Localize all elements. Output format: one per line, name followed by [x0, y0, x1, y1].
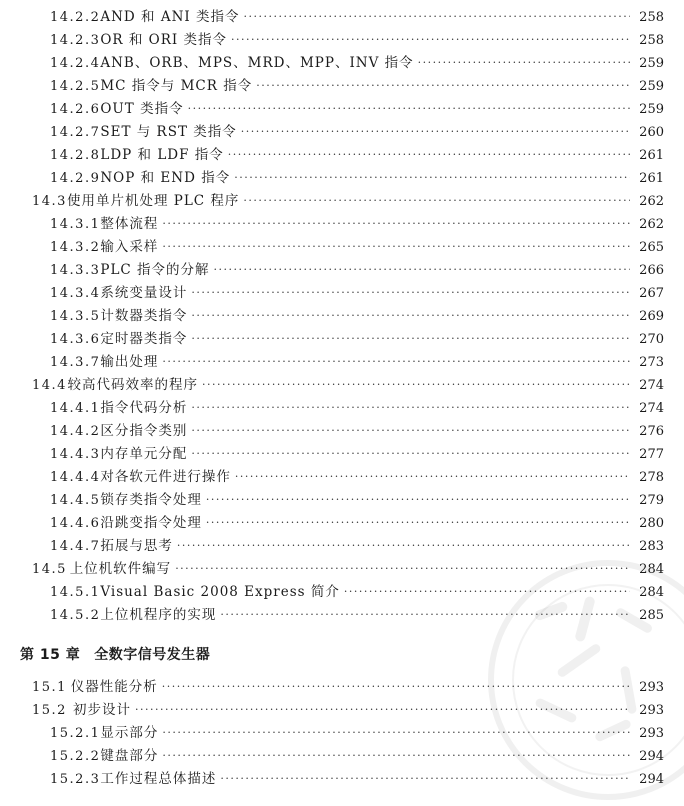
toc-entry[interactable]: [50, 213, 664, 235]
entry-page: 260: [639, 125, 664, 140]
entry-title: LDP 和 LDF 指令: [100, 147, 224, 163]
entry-page: 283: [639, 539, 664, 554]
dot-leader: [162, 236, 630, 258]
toc-entry[interactable]: [50, 167, 664, 189]
entry-title: OUT 类指令: [100, 101, 184, 117]
toc-entry[interactable]: [50, 512, 664, 534]
entry-title: SET 与 RST 类指令: [100, 124, 237, 140]
entry-number: 14.2.2: [50, 10, 101, 25]
entry-number: 14.2.6: [50, 102, 101, 117]
section-number: 14.4: [32, 378, 67, 393]
toc-entry[interactable]: [50, 581, 664, 603]
section-title: 仪器性能分析: [70, 679, 158, 695]
entry-page: 279: [639, 493, 664, 508]
entry-title: PLC 指令的分解: [100, 262, 210, 278]
entry-page: 267: [639, 286, 664, 301]
entry-title: 整体流程: [100, 216, 159, 232]
toc-entry[interactable]: [50, 535, 664, 557]
entry-page: 294: [639, 772, 664, 787]
toc-entry[interactable]: [50, 259, 664, 281]
entry-number: 14.3.5: [50, 309, 101, 324]
dot-leader: [206, 512, 630, 534]
toc-entry[interactable]: [50, 489, 664, 511]
toc-section[interactable]: [32, 676, 664, 698]
entry-number: 14.3.3: [50, 263, 101, 278]
entry-page: 266: [639, 263, 664, 278]
toc-entry[interactable]: [50, 282, 664, 304]
dot-leader: [214, 259, 630, 281]
toc-entry[interactable]: [50, 768, 664, 790]
section-page: 274: [639, 378, 664, 393]
dot-leader: [162, 213, 630, 235]
entry-number: 15.2.2: [50, 749, 101, 764]
dot-leader: [162, 676, 630, 698]
entry-page: 278: [639, 470, 664, 485]
entry-title: MC 指令与 MCR 指令: [100, 78, 253, 94]
dot-leader: [191, 420, 630, 442]
dot-leader: [243, 190, 630, 212]
dot-leader: [244, 6, 630, 28]
dot-leader: [231, 29, 630, 51]
entry-number: 14.5.1: [50, 585, 101, 600]
entry-page: 293: [639, 726, 664, 741]
entry-title: 系统变量设计: [100, 285, 188, 301]
entry-page: 285: [639, 608, 664, 623]
section-page: 262: [639, 194, 664, 209]
entry-number: 14.3.2: [50, 240, 101, 255]
section-page: 293: [639, 703, 664, 718]
dot-leader: [191, 328, 630, 350]
entry-page: 259: [639, 102, 664, 117]
dot-leader: [228, 144, 630, 166]
dot-leader: [344, 581, 630, 603]
dot-leader: [235, 466, 630, 488]
entry-title: 对各软元件进行操作: [100, 469, 231, 485]
dot-leader: [191, 443, 630, 465]
dot-leader: [220, 604, 630, 626]
entry-title: 显示部分: [100, 725, 159, 741]
entry-page: 259: [639, 79, 664, 94]
dot-leader: [191, 282, 630, 304]
entry-page: 265: [639, 240, 664, 255]
entry-number: 14.3.7: [50, 355, 101, 370]
entry-title: 内存单元分配: [100, 446, 188, 462]
dot-leader: [191, 305, 630, 327]
entry-number: 14.2.4: [50, 56, 101, 71]
section-number: 14.3: [32, 194, 67, 209]
toc-entry[interactable]: [50, 466, 664, 488]
toc-entry[interactable]: [50, 121, 664, 143]
entry-page: 284: [639, 585, 664, 600]
entry-title: 工作过程总体描述: [100, 771, 217, 787]
dot-leader: [206, 489, 630, 511]
toc-entry[interactable]: [50, 420, 664, 442]
section-number: 15.2: [32, 703, 67, 718]
entry-number: 14.2.7: [50, 125, 101, 140]
section-title: 较高代码效率的程序: [67, 377, 198, 393]
entry-number: 14.2.9: [50, 171, 101, 186]
entry-number: 14.4.6: [50, 516, 101, 531]
dot-leader: [202, 374, 630, 396]
entry-number: 14.4.1: [50, 401, 101, 416]
dot-leader: [162, 722, 630, 744]
toc-entry[interactable]: [50, 745, 664, 767]
toc-entry[interactable]: [50, 6, 664, 28]
entry-number: 14.3.4: [50, 286, 101, 301]
section-title: 初步设计: [73, 702, 132, 718]
section-page: 293: [639, 680, 664, 695]
dot-leader: [177, 535, 630, 557]
toc-section[interactable]: [32, 699, 664, 721]
entry-page: 262: [639, 217, 664, 232]
entry-number: 14.4.2: [50, 424, 101, 439]
entry-page: 269: [639, 309, 664, 324]
entry-page: 294: [639, 749, 664, 764]
entry-title: 计数器类指令: [100, 308, 188, 324]
dot-leader: [175, 558, 630, 580]
dot-leader: [241, 121, 630, 143]
entry-title: 上位机程序的实现: [100, 607, 217, 623]
entry-number: 14.2.3: [50, 33, 101, 48]
entry-number: 14.2.5: [50, 79, 101, 94]
dot-leader: [135, 699, 630, 721]
toc-entry[interactable]: [50, 604, 664, 626]
entry-title: 指令代码分析: [100, 400, 188, 416]
toc-entry[interactable]: [50, 397, 664, 419]
dot-leader: [162, 745, 630, 767]
toc-entry[interactable]: [50, 52, 664, 74]
section-title: 上位机软件编写: [69, 561, 172, 577]
toc-section[interactable]: [32, 374, 664, 396]
entry-title: 锁存类指令处理: [100, 492, 202, 508]
toc-entry[interactable]: [50, 98, 664, 120]
section-number: 14.5: [32, 562, 67, 577]
entry-title: OR 和 ORI 类指令: [100, 32, 228, 48]
entry-number: 14.4.7: [50, 539, 101, 554]
toc-entry[interactable]: [50, 75, 664, 97]
entry-number: 14.4.3: [50, 447, 101, 462]
entry-title: 键盘部分: [100, 748, 159, 764]
toc-entry[interactable]: [50, 351, 664, 373]
entry-page: 277: [639, 447, 664, 462]
entry-page: 258: [639, 10, 664, 25]
dot-leader: [191, 397, 630, 419]
toc-entry[interactable]: [50, 722, 664, 744]
entry-title: 沿跳变指令处理: [100, 515, 202, 531]
dot-leader: [162, 351, 630, 373]
entry-page: 270: [639, 332, 664, 347]
dot-leader: [220, 768, 630, 790]
entry-number: 14.2.8: [50, 148, 101, 163]
toc-section[interactable]: [32, 190, 664, 212]
toc-entry[interactable]: [50, 443, 664, 465]
chapter-heading[interactable]: [20, 644, 210, 664]
entry-title: 定时器类指令: [100, 331, 188, 347]
chapter-title: 全数字信号发生器: [94, 647, 211, 663]
entry-page: 280: [639, 516, 664, 531]
entry-number: 14.3.6: [50, 332, 101, 347]
toc-entry[interactable]: [50, 144, 664, 166]
dot-leader: [418, 52, 630, 74]
entry-title: 输入采样: [100, 239, 159, 255]
entry-number: 14.3.1: [50, 217, 101, 232]
entry-title: NOP 和 END 指令: [100, 170, 231, 186]
section-title: 使用单片机处理 PLC 程序: [66, 193, 240, 209]
entry-title: ANB、ORB、MPS、MRD、MPP、INV 指令: [100, 55, 414, 71]
dot-leader: [256, 75, 630, 97]
toc-entry[interactable]: [50, 328, 664, 350]
entry-page: 274: [639, 401, 664, 416]
entry-page: 261: [639, 148, 664, 163]
entry-title: AND 和 ANI 类指令: [100, 9, 240, 25]
entry-number: 14.4.5: [50, 493, 101, 508]
dot-leader: [188, 98, 630, 120]
entry-page: 259: [639, 56, 664, 71]
entry-title: Visual Basic 2008 Express 简介: [100, 584, 340, 600]
entry-title: 输出处理: [100, 354, 159, 370]
entry-page: 273: [639, 355, 664, 370]
entry-number: 14.4.4: [50, 470, 101, 485]
entry-number: 14.5.2: [50, 608, 101, 623]
toc-entry[interactable]: [50, 236, 664, 258]
entry-title: 区分指令类别: [100, 423, 188, 439]
section-page: 284: [639, 562, 664, 577]
entry-number: 15.2.3: [50, 772, 101, 787]
entry-page: 276: [639, 424, 664, 439]
section-number: 15.1: [32, 680, 67, 695]
toc-entry[interactable]: [50, 29, 664, 51]
toc-section[interactable]: [32, 558, 664, 580]
dot-leader: [234, 167, 630, 189]
entry-number: 15.2.1: [50, 726, 101, 741]
entry-title: 拓展与思考: [100, 538, 173, 554]
chapter-label: 第 15 章: [20, 647, 81, 663]
entry-page: 261: [639, 171, 664, 186]
toc-entry[interactable]: [50, 305, 664, 327]
entry-page: 258: [639, 33, 664, 48]
